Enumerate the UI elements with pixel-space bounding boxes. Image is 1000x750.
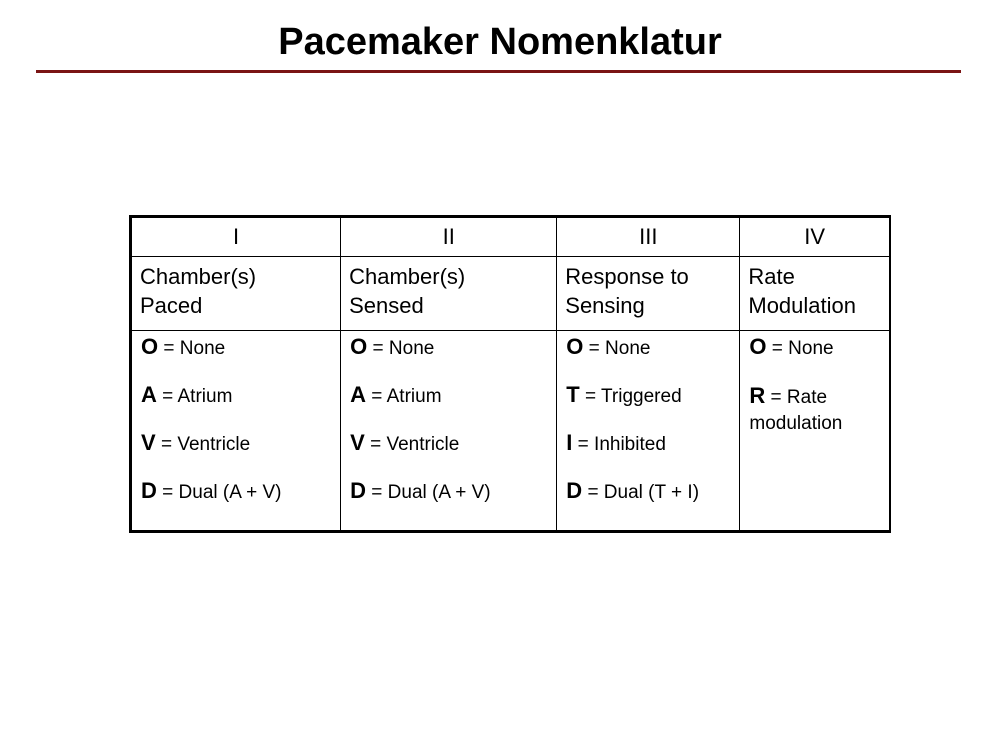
code-item bbox=[566, 479, 731, 505]
code-letter: V bbox=[350, 430, 365, 455]
heading-line: Paced bbox=[140, 293, 203, 318]
code-meaning: = Triggered bbox=[585, 386, 682, 407]
code-letter: A bbox=[350, 382, 367, 407]
position-numeral-cell: IV bbox=[740, 217, 890, 257]
code-item bbox=[141, 335, 332, 361]
code-item bbox=[350, 383, 548, 409]
code-meaning: = None bbox=[163, 338, 226, 359]
code-meaning: = Rate modulation bbox=[749, 387, 843, 434]
heading-line: Rate bbox=[748, 264, 795, 289]
category-heading-cell bbox=[341, 257, 557, 331]
code-meaning: = None bbox=[588, 338, 651, 359]
code-meaning: = Ventricle bbox=[160, 434, 251, 455]
category-heading-cell bbox=[740, 257, 890, 331]
code-letter: A bbox=[141, 382, 157, 407]
slide-title: Pacemaker Nomenklatur bbox=[278, 21, 722, 63]
code-item bbox=[749, 335, 881, 361]
code-item bbox=[566, 335, 731, 361]
position-numeral-cell: II bbox=[341, 217, 557, 257]
code-letter: O bbox=[749, 334, 767, 359]
code-letter: I bbox=[566, 430, 573, 455]
code-item bbox=[350, 335, 548, 361]
code-meaning: = None bbox=[372, 338, 435, 359]
category-heading-cell bbox=[557, 257, 740, 331]
code-list-cell bbox=[341, 331, 557, 532]
code-meaning: = Dual (A + V) bbox=[371, 482, 491, 503]
code-letter: D bbox=[350, 478, 367, 503]
heading-line: Sensing bbox=[565, 293, 645, 318]
code-list-row bbox=[131, 331, 891, 532]
code-letter: D bbox=[566, 478, 583, 503]
code-item bbox=[566, 431, 731, 457]
position-numeral-cell: III bbox=[557, 217, 740, 257]
heading-line: Modulation bbox=[748, 293, 857, 318]
code-meaning: = Atrium bbox=[162, 386, 233, 407]
code-item bbox=[749, 383, 881, 437]
category-heading-cell bbox=[131, 257, 341, 331]
category-heading-row bbox=[131, 257, 891, 331]
title-divider bbox=[36, 70, 961, 73]
code-item bbox=[141, 383, 332, 409]
code-item bbox=[350, 479, 548, 505]
code-meaning: = None bbox=[771, 338, 834, 359]
code-letter: D bbox=[141, 478, 157, 503]
code-item bbox=[566, 383, 731, 409]
code-letter: R bbox=[749, 383, 766, 408]
heading-line: Chamber(s) bbox=[140, 264, 257, 289]
code-letter: O bbox=[350, 334, 368, 359]
code-meaning: = Dual (A + V) bbox=[162, 482, 282, 503]
code-item bbox=[141, 431, 332, 457]
code-letter: O bbox=[566, 334, 584, 359]
code-letter: T bbox=[566, 382, 580, 407]
code-item bbox=[350, 431, 548, 457]
nomenclature-table bbox=[129, 215, 891, 533]
position-numeral-cell: I bbox=[131, 217, 341, 257]
code-meaning: = Ventricle bbox=[370, 434, 460, 455]
code-list-cell bbox=[740, 331, 890, 532]
code-meaning: = Dual (T + I) bbox=[587, 482, 700, 503]
code-meaning: = Inhibited bbox=[577, 434, 666, 455]
code-meaning: = Atrium bbox=[371, 386, 442, 407]
heading-line: Chamber(s) bbox=[349, 264, 466, 289]
code-list-cell bbox=[131, 331, 341, 532]
code-list-cell bbox=[557, 331, 740, 532]
heading-line: Response to bbox=[565, 264, 689, 289]
position-numeral-row bbox=[131, 217, 891, 257]
heading-line: Sensed bbox=[349, 293, 424, 318]
code-letter: O bbox=[141, 334, 159, 359]
code-item bbox=[141, 479, 332, 505]
code-letter: V bbox=[141, 430, 156, 455]
